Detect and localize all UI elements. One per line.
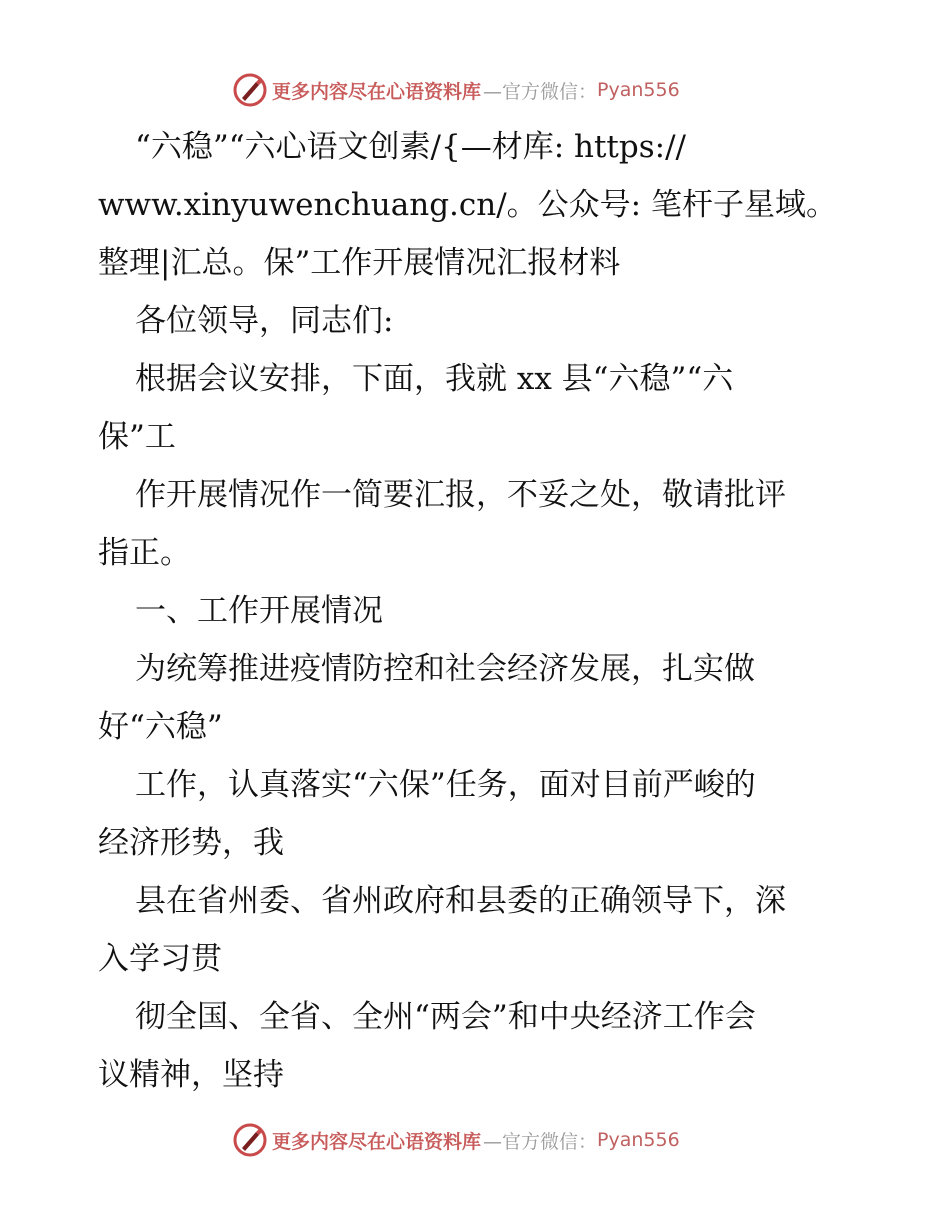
text-line: 保”工 [98,419,176,455]
banner-main-text: 更多内容尽在心语资料库 [272,80,482,103]
text-line: 整理|汇总。保”工作开展情况汇报材料 [98,245,621,281]
document-body [98,118,858,1104]
text-line: www.xinyuwenchuang.cn/。公众号: 笔杆子星域。 [98,187,837,223]
text-line: 经济形势，我 [98,825,284,861]
banner-separator-text: —官方微信： [483,1130,598,1153]
text-line: 各位领导，同志们: [135,303,394,339]
text-line: 根据会议安排，下面，我就 xx 县“六稳”“六 [135,361,734,397]
banner-separator-text: —官方微信： [483,80,598,103]
pen-logo-icon [232,72,268,108]
text-line: 议精神，坚持 [98,1057,284,1093]
text-line: 作开展情况作一简要汇报，不妥之处，敬请批评 [135,477,786,513]
text-line: “六稳”“六心语文创素/{—材库: https:// [135,129,686,165]
text-line: 工作，认真落实“六保”任务，面对目前严峻的 [135,767,756,803]
banner-wechat-id: Pyan556 [597,79,680,101]
banner-wechat-id: Pyan556 [597,1129,680,1151]
text-line: 指正。 [98,535,191,571]
pen-logo-icon [232,1122,268,1158]
text-line: 彻全国、全省、全州“两会”和中央经济工作会 [135,999,756,1035]
text-line: 入学习贯 [98,941,222,977]
banner-main-text: 更多内容尽在心语资料库 [272,1130,482,1153]
text-line: 为统筹推进疫情防控和社会经济发展，扎实做 [135,651,755,687]
section-heading: 一、工作开展情况 [135,593,383,629]
header-banner [232,70,712,110]
text-line: 县在省州委、省州政府和县委的正确领导下，深 [135,883,786,919]
footer-banner [232,1120,712,1160]
text-line: 好“六稳” [98,709,223,745]
